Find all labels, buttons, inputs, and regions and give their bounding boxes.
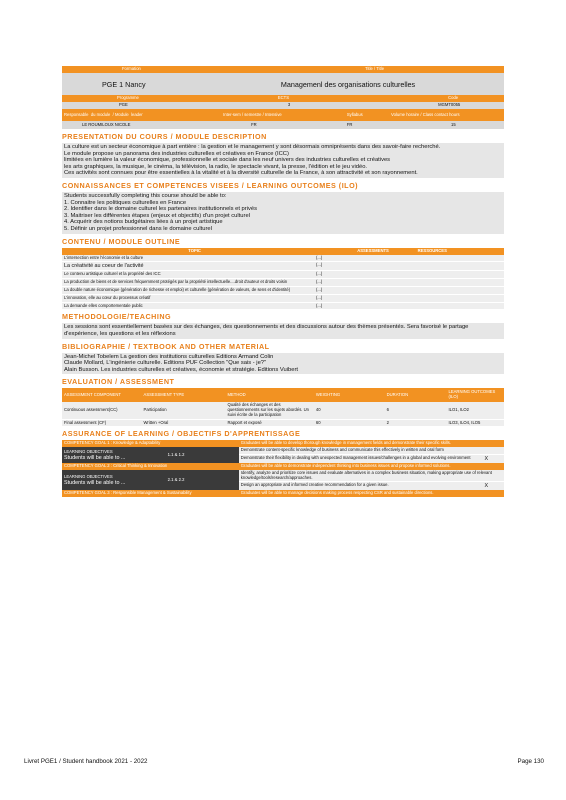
lo1-nums: 1.1 & 1.2 — [167, 451, 185, 457]
programme-label: Programme — [117, 95, 139, 100]
leader-label-row — [62, 109, 504, 121]
outline-row — [62, 303, 504, 310]
outcome-line: 5. Définir un projet professionnel dans le domaine culturel — [64, 225, 212, 232]
bibliography-title: BIBLIOGRAPHIE / TEXTBOOK AND OTHER MATERIAL — [62, 341, 270, 351]
outline-head-resources: RESSOURCES — [417, 247, 447, 253]
outline-topic: L'innovation, elle au cœur du processus créatif — [64, 294, 151, 300]
title-label: Title — [365, 66, 373, 71]
leader-name: LE ROUMILOUX NICOLE — [82, 121, 131, 127]
col-hours: hours — [449, 111, 460, 117]
lo2-a: Identify, analyze and prioritize core issues and evaluate alternatives in a complex business situation, making appropriate use of relevant knowledge/tools/research/approaches. — [239, 470, 504, 483]
eval-method: Qualité des échanges et des questionnements sur les sujets abordés. Un suivi écrite de la participation — [227, 402, 309, 417]
lo1-sub: Students will be able to ... — [64, 454, 126, 461]
bibliography-body — [62, 353, 504, 375]
col-du-module: du module — [90, 111, 111, 117]
eval-head-type: ASSESSMENT TYPE — [143, 391, 185, 397]
col-contact: contact — [434, 111, 448, 117]
lo2-nums: 2.1 & 2.2 — [167, 476, 185, 482]
eval-type: Participation — [143, 407, 167, 413]
col-semestre: Inter-sem / semestre / Intensive — [223, 111, 282, 117]
assurance-title: ASSURANCE OF LEARNING / OBJECTIFS D'APPRENTISSAGE — [62, 429, 301, 439]
code-value: MGMT0055 — [438, 102, 461, 107]
formation-value: PGE 1 Nancy — [102, 79, 146, 89]
eval-method: Rapport et exposé — [227, 419, 262, 425]
formation-label: Formation — [122, 66, 141, 71]
col-leader: leader — [131, 111, 143, 117]
outcome-line: Students successfully completing this course should be able to: — [64, 192, 227, 199]
eval-ilo: ILO1, ILO2 — [448, 407, 469, 413]
outline-head-assessments: ASSESSMENTS — [357, 247, 389, 253]
col-responsable: Responsable — [64, 111, 89, 117]
goal3-row — [62, 490, 504, 497]
outline-row — [62, 287, 504, 295]
goal1-text: Graduates will be able to develop thorough knowledge in management fields and demonstrate their specific skills. — [240, 440, 451, 446]
lo2-sub: Students will be able to ... — [64, 479, 126, 486]
presentation-line: Le module propose un panorama des industries culturelles et créatives en France (ICC) — [64, 150, 289, 157]
outcome-line: 4. Acquérir des notions budgétaires liées à un projet artistique — [64, 219, 223, 226]
programme-value: PGE — [119, 102, 128, 107]
goal2-row — [62, 463, 504, 470]
page-footer — [24, 758, 544, 765]
lo1-x: X — [484, 456, 489, 463]
col-horaire: horaire — [406, 111, 420, 117]
eval-duration: 2 — [386, 419, 389, 425]
outline-topic: La demande elles comportementale public — [64, 302, 143, 308]
presentation-line: les arts graphiques, la musique, le cinéma, la télévision, la radio, le spectacle vivant, la presse, l'édition et le jeu vidéo. — [64, 163, 368, 170]
code-label: Code — [448, 95, 459, 100]
outcome-line: 1. Connaitre les politiques culturelles en France — [64, 199, 187, 206]
outline-mark: (...) — [315, 279, 323, 285]
eval-head-component: ASSESSMENT COMPONENT — [64, 391, 121, 397]
outline-row — [62, 271, 504, 279]
goal2-text: Graduates will be able to demonstrate independent thinking into business issues and propose informed solutions. — [240, 463, 451, 469]
module-title: Managemenl des organisations culturelles — [280, 79, 416, 89]
methodology-body: Les sessions sont essentiellement basées sur des échanges, des questionnements et des discussions autour des thèmes présentés. Sera favorisé le partage d'expérience, les questions et les réflexions — [62, 323, 504, 338]
outcome-line: 3. Maitriser les différentes étapes (enjeux et objectifs) d'un projet culturel — [64, 212, 250, 219]
outline-row — [62, 255, 504, 263]
lo1-row — [62, 447, 504, 463]
header-label-row: Formation Title / Title — [62, 66, 504, 73]
outline-row — [62, 295, 504, 303]
eval-ilo: ILO3, ILO4, ILO5 — [448, 419, 481, 425]
outline-mark: (...) — [315, 271, 323, 277]
outline-mark: (...) — [315, 286, 323, 292]
programme-label-row — [62, 95, 504, 102]
eval-type: Written +Oral — [143, 419, 169, 425]
col-syllabus: Syllabus — [346, 111, 363, 117]
outline-title: CONTENU / MODULE OUTLINE — [62, 236, 181, 246]
ects-value: 3 — [287, 102, 291, 107]
eval-head-weighting: WEIGHTING — [315, 391, 341, 397]
footer-page-number: Page 130 — [517, 758, 544, 765]
eval-weight: 40 — [315, 407, 321, 413]
leader-value-row — [62, 121, 504, 129]
outline-topic: L'intersection entre l'économie et la culture — [64, 254, 144, 260]
goal3-text: Graduates will be able to manage decisions making process respecting CSR and sustainable directions. — [240, 490, 434, 496]
outline-head — [62, 248, 504, 255]
header-title-row — [62, 73, 504, 95]
lo1-a: Demonstrate content-specific knowledge of business and communicate this effectively in written and oral form — [239, 447, 504, 455]
eval-component: Final assessment (CF) — [64, 419, 107, 425]
syllabus-value: FR — [346, 121, 353, 127]
outline-topic: Le contenu artistique culturel et la propriété des ICC — [64, 271, 161, 277]
bibliography-line: Jean-Michel Tobelem La gestion des institutions culturelles Editions Armand Colin — [64, 353, 274, 360]
outline-mark: (...) — [315, 294, 323, 300]
outcomes-body — [62, 192, 504, 234]
syllabus-page — [62, 66, 504, 497]
col-module: / Module — [112, 111, 129, 117]
eval-weight: 60 — [315, 419, 321, 425]
eval-row — [62, 420, 504, 427]
outcome-line: 2. Identifier dans le domaine culturel les partenaires institutionnels et privés — [64, 206, 258, 213]
lo1-b: Demonstrate their flexibility in dealing with unexpected management issues/challenges in a global and evolving environment — [240, 455, 471, 461]
eval-duration: 6 — [386, 407, 389, 413]
goal3-label: COMPETENCY GOAL 3 : Responsible Management & Sustainability — [64, 490, 192, 496]
presentation-body — [62, 143, 504, 178]
presentation-line: limitées en lumière la valeur économique, professionnelle et sociale dans les neuf univers des industries culturelles et créatives — [64, 157, 391, 164]
eval-head — [62, 388, 504, 402]
outline-topic: La double nature économique (génération de richesse et emploi) et culturelle (génération de valeurs, de sens et d'identité) — [64, 286, 291, 292]
col-class: / Class — [420, 111, 434, 117]
eval-row — [62, 402, 504, 419]
lo2-row — [62, 470, 504, 491]
eval-head-ilo: LEARNING OUTCOMES (ILO) — [448, 389, 496, 400]
outline-mark: (...) — [315, 254, 323, 260]
eval-head-duration: DURATION — [386, 391, 409, 397]
lo1-label: LEARNING OBJECTIVES — [64, 448, 113, 454]
eval-head-method: METHOD — [227, 391, 246, 397]
eval-component: Continuous assessment(CC) — [64, 407, 118, 413]
outline-row — [62, 279, 504, 287]
outline-row — [62, 262, 504, 271]
lo2-b: Design an appropriate and informed creative recommendation for a given issue. — [240, 482, 389, 488]
col-volume: Volume — [391, 111, 406, 117]
outline-topic: La créativité au coeur de l'activité — [64, 263, 144, 270]
evaluation-title: EVALUATION / ASSESSMENT — [62, 377, 175, 387]
semester-value: FR — [251, 121, 257, 127]
programme-value-row — [62, 102, 504, 109]
methodology-title: METHODOLOGIE/TEACHING — [62, 312, 172, 322]
lo2-label: LEARNING OBJECTIVES — [64, 473, 113, 479]
outline-head-topic: TOPIC — [188, 247, 201, 253]
outcomes-title: CONNAISSANCES ET COMPETENCES VISEES / LEARNING OUTCOMES (ILO) — [62, 180, 359, 190]
bibliography-line: Alain Busson. Les industries culturelles et créatives, économie et stratégie. Editions Vuibert — [64, 366, 299, 373]
presentation-title: PRESENTATION DU COURS / MODULE DESCRIPTION — [62, 132, 267, 141]
lo2-x: X — [484, 483, 489, 490]
goal1-row — [62, 440, 504, 447]
bibliography-line: Claude Mollard, L'ingénierie culturelle. Editions PUF Collection "Que sais - je?" — [64, 360, 267, 367]
outline-mark: (...) — [315, 302, 323, 308]
footer-handbook: Livret PGE1 / Student handbook 2021 - 2022 — [24, 758, 148, 765]
presentation-line: La culture est un secteur économique à part entière : la gestion et le management y sont désormais omniprésents dans des savoir-faire recherché. — [64, 144, 441, 150]
hours-value: 15 — [451, 121, 456, 127]
goal1-label: COMPETENCY GOAL 1 : Knowledge & Adaptability — [64, 440, 161, 446]
outline-mark: (...) — [315, 262, 323, 268]
outline-topic: La production de biens et de services fréquemment protégés par la propriété intellectuelle....droit d'auteur et droits voisin — [64, 279, 288, 285]
goal2-label: COMPETENCY GOAL 2 : Critical Thinking & Innovation — [64, 463, 168, 469]
title-label-en: Title — [376, 66, 385, 71]
presentation-line: Ces activités sont connues pour être essentielles à la vitalité et à la diversité culturelle de la France, à son attractivité et son rayonnement. — [64, 170, 418, 177]
ects-label: ECTS — [277, 95, 290, 100]
